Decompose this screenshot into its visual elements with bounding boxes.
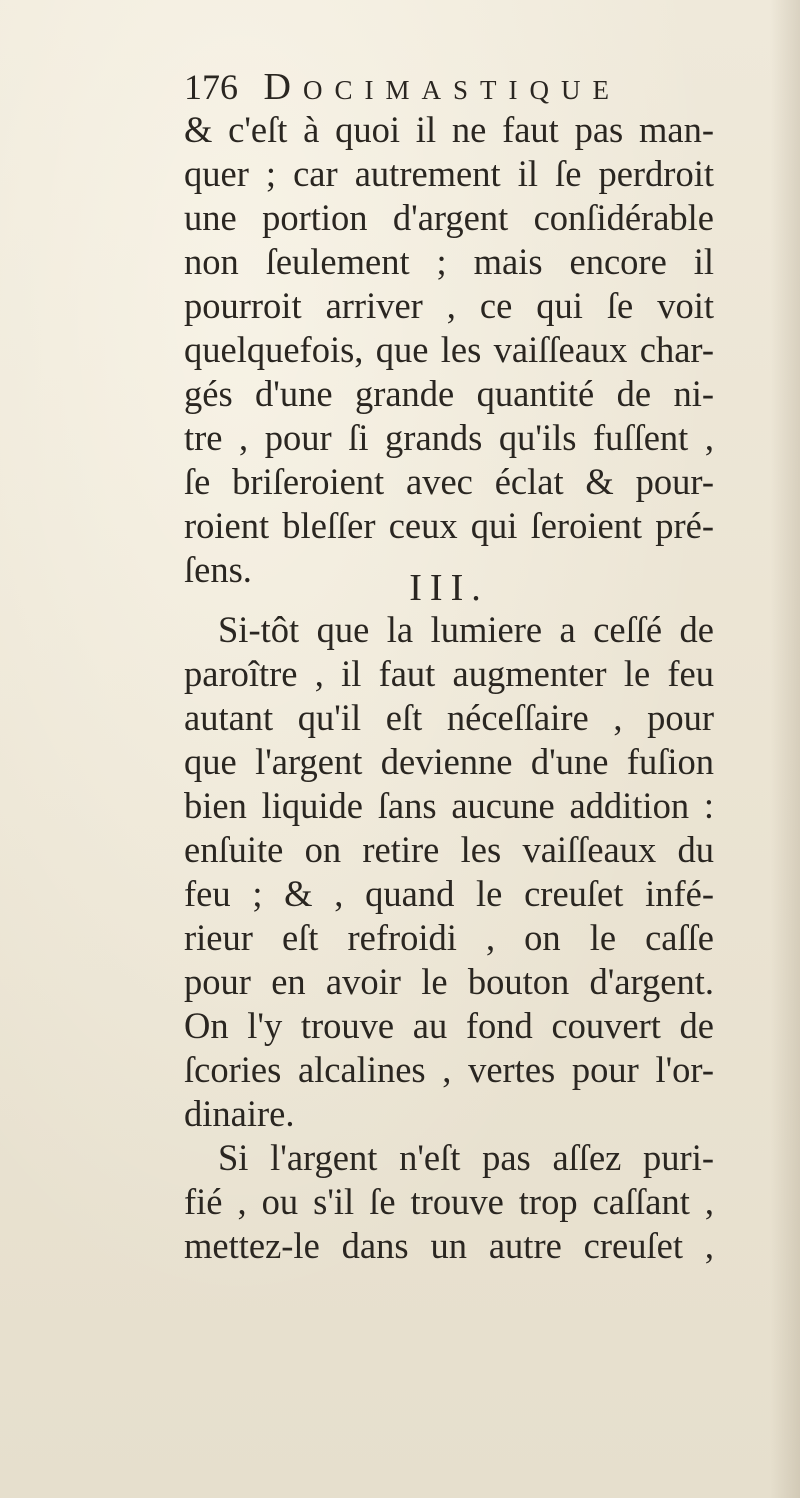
- text-line: feu ; & , quand le creuſet infé-: [184, 873, 714, 914]
- text-line: non ſeulement ; mais encore il: [184, 241, 714, 282]
- text-line: enſuite on retire les vaiſſeaux du: [184, 829, 714, 870]
- text-line: une portion d'argent conſidérable: [184, 197, 714, 238]
- paragraph-2: [184, 608, 714, 1268]
- text-line: roient bleſſer ceux qui ſeroient pré-: [184, 505, 714, 546]
- text-line: dinaire.: [184, 1093, 295, 1134]
- text-line: autant qu'il eſt néceſſaire , pour: [184, 697, 714, 738]
- page-edge-shadow: [770, 0, 800, 1498]
- text-line: Si l'argent n'eſt pas aſſez puri-: [218, 1137, 714, 1178]
- section-number: III.: [409, 567, 489, 609]
- text-line: que l'argent devienne d'une fuſion: [184, 741, 714, 782]
- text-line: On l'y trouve au fond couvert de: [184, 1005, 714, 1046]
- page-number: 176: [184, 67, 238, 107]
- text-line: ſens.: [184, 549, 252, 590]
- text-line: paroître , il faut augmenter le feu: [184, 653, 714, 694]
- text-line: mettez-le dans un autre creuſet ,: [184, 1225, 714, 1266]
- text-line: fié , ou s'il ſe trouve trop caſſant ,: [184, 1181, 714, 1222]
- text-line: bien liquide ſans aucune addition :: [184, 785, 714, 826]
- text-line: Si-tôt que la lumiere a ceſſé de: [218, 609, 714, 650]
- text-line: ſe briſeroient avec éclat & pour-: [184, 461, 714, 502]
- running-head: [184, 62, 704, 112]
- text-line: tre , pour ſi grands qu'ils fuſſent ,: [184, 417, 714, 458]
- text-line: pourroit arriver , ce qui ſe voit: [184, 285, 714, 326]
- text-line: gés d'une grande quantité de ni-: [184, 373, 714, 414]
- text-line: & c'eſt à quoi il ne faut pas man-: [184, 109, 714, 150]
- paragraph-1: [184, 108, 714, 592]
- text-line: pour en avoir le bouton d'argent.: [184, 961, 714, 1002]
- text-line: quelquefois, que les vaiſſeaux char-: [184, 329, 714, 370]
- running-head-title: Docimastique: [263, 66, 621, 108]
- text-line: ſcories alcalines , vertes pour l'or-: [184, 1049, 714, 1090]
- text-line: rieur eſt refroidi , on le caſſe: [184, 917, 714, 958]
- text-line: quer ; car autrement il ſe perdroit: [184, 153, 714, 194]
